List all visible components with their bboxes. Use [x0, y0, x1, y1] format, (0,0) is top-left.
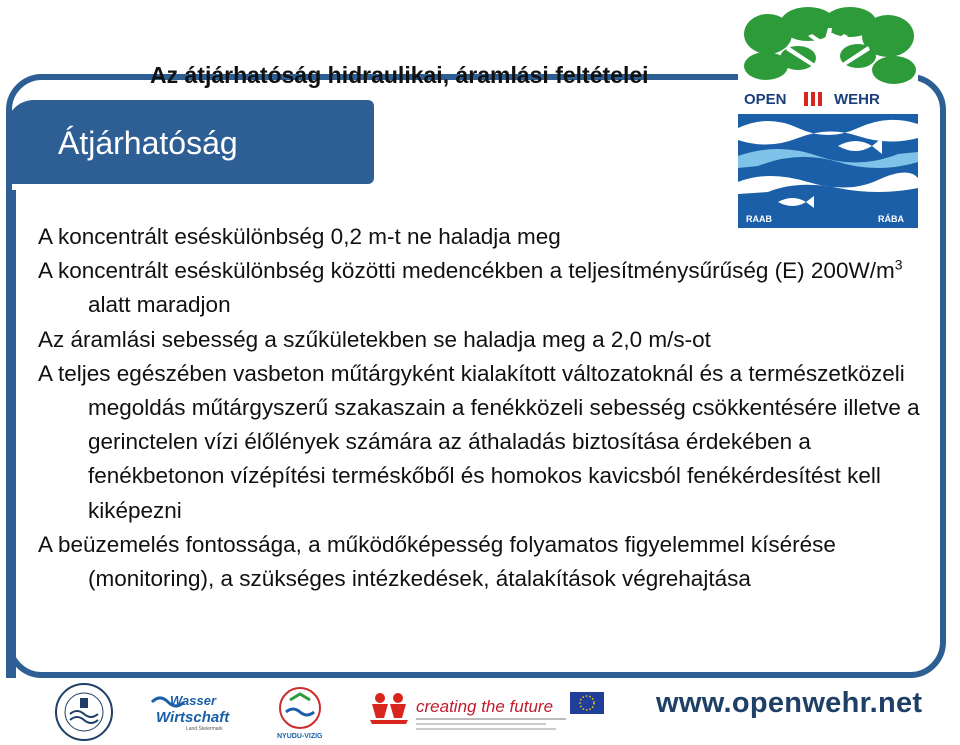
- svg-text:WEHR: WEHR: [834, 91, 880, 108]
- wasserwirtschaft-logo: [150, 692, 230, 732]
- svg-text:Wirtschaft: Wirtschaft: [156, 709, 230, 726]
- people-icon: [370, 693, 408, 724]
- openwehr-logo: [738, 6, 918, 228]
- bullet-3: Az áramlási sebesség a szűkületekben se haladja meg a 2,0 m/s-ot: [38, 326, 711, 352]
- website-url[interactable]: www.openwehr.net: [656, 687, 923, 719]
- bullet-1: A koncentrált eséskülönbség 0,2 m-t ne haladja meg: [38, 224, 561, 249]
- bullet-5: A beüzemelés fontossága, a működőképesség folyamatos figyelemmel kísérése (monitoring), a szükséges intézkedések, átalakítások végrehajtása: [38, 531, 836, 592]
- body-text: [38, 220, 938, 596]
- creating-the-future-logo: [370, 690, 606, 736]
- bullet-2: A koncentrált eséskülönbség közötti medencékben a teljesítménysűrűség (E) $200W/m^3$ alatt maradjon: [38, 256, 903, 318]
- svg-text:Wasser: Wasser: [170, 693, 217, 708]
- bullet-4: A teljes egészében vasbeton műtárgyként kialakított változatoknál és a természetközeli megoldás műtárgyszerű szakaszain a fenékközeli sebesség csökkentésére illetve a gerinctelen vízi élőlények számára az áthaladás biztosítása érdekében a fenékbetonon vízépítési terméskőből és homokos kavicsból fenékérdesítést kell kiképezni: [38, 360, 920, 523]
- svg-text:OPEN: OPEN: [744, 91, 787, 108]
- svg-text:creating the future: creating the future: [416, 697, 554, 716]
- section-banner: [6, 100, 374, 184]
- frame-left-bar: [6, 190, 16, 678]
- wasserwirtschaft-burgenland-seal: [54, 682, 114, 742]
- svg-text:RÁBA: RÁBA: [878, 214, 904, 224]
- svg-text:Land Steiermark: Land Steiermark: [186, 726, 223, 732]
- slide-title: Az átjárhatóság hidraulikai, áramlási feltételei: [150, 62, 649, 88]
- svg-text:RAAB: RAAB: [746, 214, 772, 224]
- banner-label: Átjárhatóság: [58, 125, 238, 161]
- nyuduvizig-logo: [276, 686, 324, 740]
- svg-text:NYUDU-VIZIG: NYUDU-VIZIG: [277, 733, 323, 740]
